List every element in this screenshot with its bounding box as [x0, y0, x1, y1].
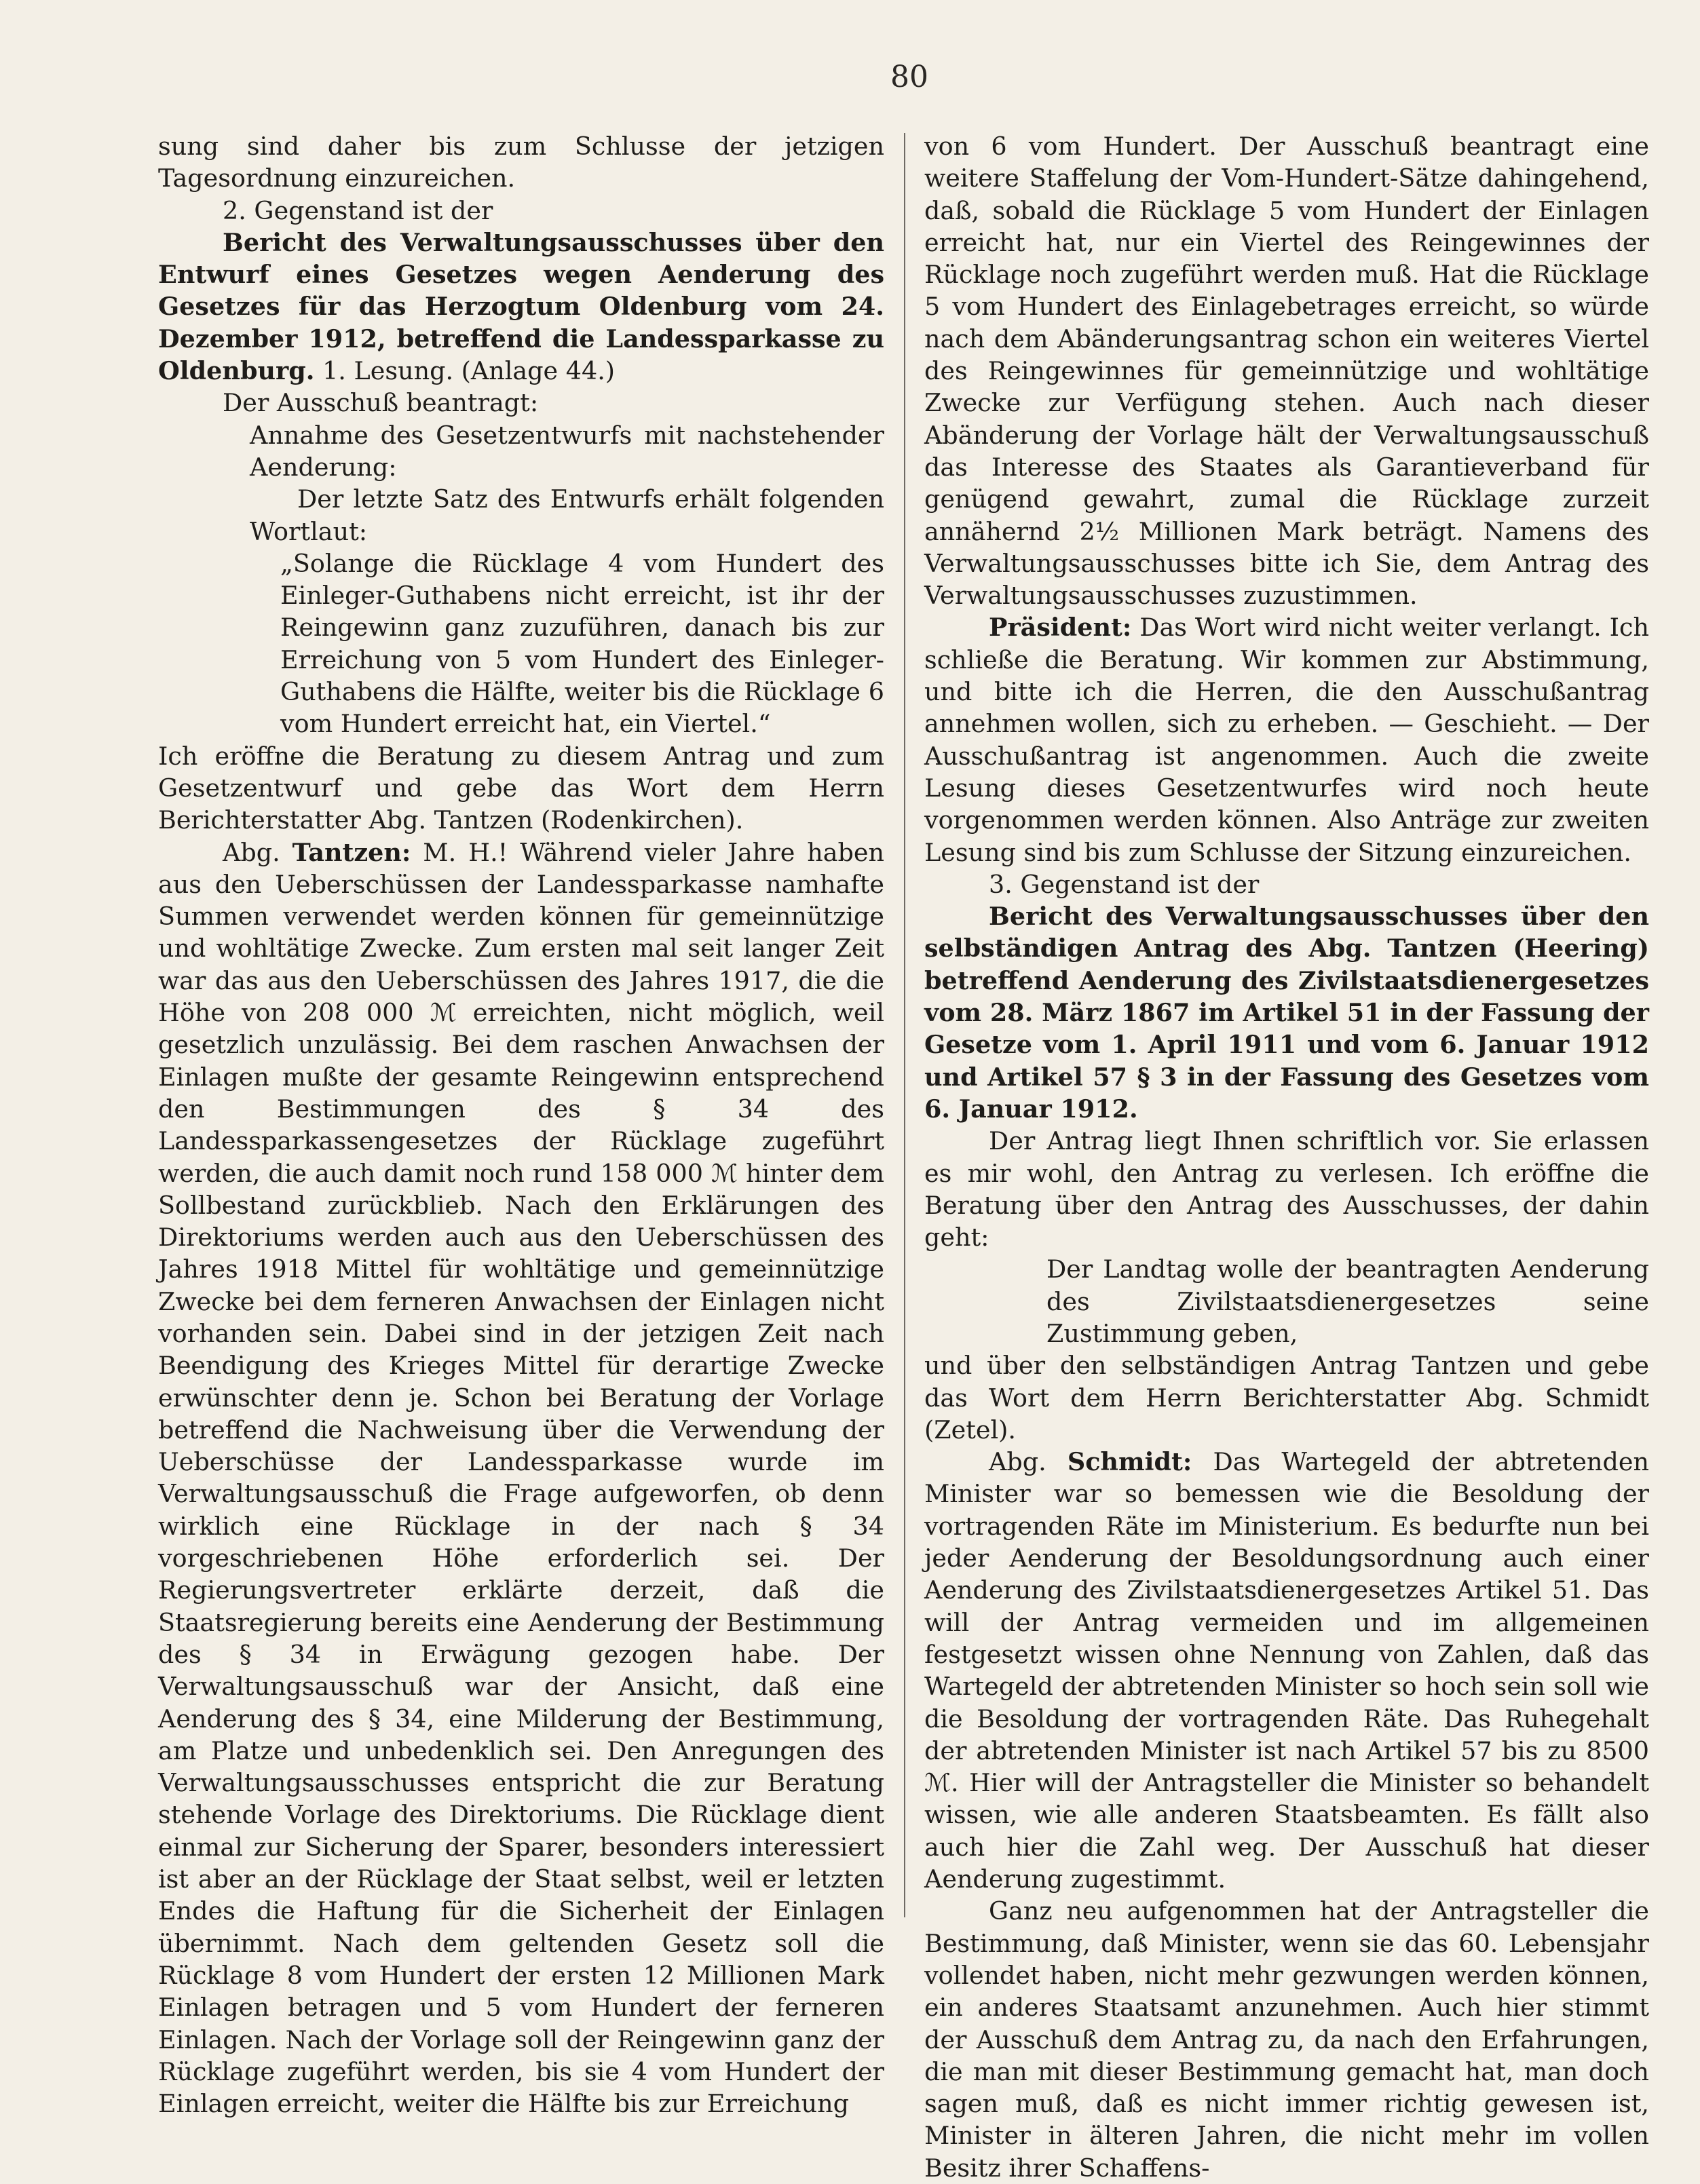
motion-text: Der letzte Satz des Entwurfs erhält folgenden Wortlaut: [250, 484, 884, 546]
speaker-name: Schmidt: [1067, 1447, 1192, 1477]
agenda-item-label: 3. Gegenstand ist der [989, 869, 1260, 899]
left-column [158, 130, 884, 2120]
motion-text: Der Landtag wolle der beantragten Aenderung des Zivilstaatsdienergesetzes seine Zustimmung geben, [1046, 1254, 1649, 1348]
motion-text: Annahme des Gesetzentwurfs mit nachstehender Aenderung: [250, 420, 884, 482]
heading-reading-note: 1. Lesung. (Anlage 44.) [314, 356, 616, 386]
speaker-name: Präsident: [989, 613, 1132, 643]
paragraph: Ganz neu aufgenommen hat der Antragsteller die Bestimmung, daß Minister, wenn sie das 60. Lebensjahr vollendet haben, nicht mehr gezwungen werden können, ein anderes Staatsamt anzunehmen. Auch hier stimmt der Ausschuß dem Antrag zu, da nach den Erfahrungen, die man mit dieser Bestimmung gemacht hat, man doch sagen muß, daß es nicht immer richtig gewesen ist, Minister in älteren Jahren, die nicht mehr im vollen Besitz ihrer Schaffens- [924, 1896, 1649, 2183]
paragraph: Der Ausschuß beantragt: [223, 388, 539, 418]
paragraph: Der Antrag liegt Ihnen schriftlich vor. Sie erlassen es mir wohl, den Antrag zu verlesen. Ich eröffne die Beratung über den Antrag des Ausschusses, der dahin geht: [924, 1126, 1649, 1252]
agenda-item-heading: Bericht des Verwaltungsausschusses über den selbständigen Antrag des Abg. Tantzen (Heering) betreffend Aenderung des Zivilstaatsdienergesetzes vom 28. März 1867 im Artikel 51 in der Fassung der Gesetze vom 1. April 1911 und vom 6. Januar 1912 und Artikel 57 § 3 in der Fassung des Gesetzes vom 6. Januar 1912. [924, 902, 1649, 1124]
paragraph: von 6 vom Hundert. Der Ausschuß beantragt eine weitere Staffelung der Vom-Hundert-Sätze dahingehend, daß, sobald die Rücklage 5 vom Hundert der Einlagen erreicht hat, nur ein Viertel des Reingewinnes der Rücklage noch zugeführt werden muß. Hat die Rücklage 5 vom Hundert des Einlagebetrages erreicht, so würde nach dem Abänderungsantrag schon ein weiteres Viertel des Reingewinnes für gemeinnützige und wohltätige Zwecke zur Verfügung stehen. Auch nach dieser Abänderung der Vorlage hält der Verwaltungsausschuß das Interesse des Staates als Garantieverband für genügend gewahrt, zumal die Rücklage zurzeit annähernd 2½ Millionen Mark beträgt. Namens des Verwaltungsausschusses bitte ich Sie, dem Antrag des Verwaltungsausschusses zuzustimmen. [924, 132, 1649, 611]
speech-paragraph [158, 837, 884, 2120]
heading-bold-text: Bericht des Verwaltungsausschusses über den Entwurf eines Gesetzes wegen Aenderung des Gesetzes für das Herzogtum Oldenburg vom 24. Dezember 1912, betreffend die Landessparkasse zu Oldenburg. [158, 227, 884, 386]
speech-paragraph [924, 611, 1649, 868]
speech-text: Das Wartegeld der abtretenden Minister war so bemessen wie die Besoldung der vortragenden Räte im Ministerium. Es bedurfte nun bei jeder Aenderung der Besoldungsordnung auch einer Aenderung des Zivilstaatsdienergesetzes Artikel 51. Das will der Antrag vermeiden und im allgemeinen festgesetzt wissen ohne Nennung von Zahlen, daß das Wartegeld der abtretenden Minister so hoch sein soll wie die Besoldung der vortragenden Räte. Das Ruhegehalt der abtretenden Minister ist nach Artikel 57 bis zu 8500 ℳ. Hier will der Antragsteller die Minister so behandelt wissen, wie alle anderen Staatsbeamten. Es fällt also auch hier die Zahl weg. Der Ausschuß hat dieser Aenderung zugestimmt. [924, 1447, 1649, 1894]
right-column [924, 130, 1649, 2184]
page-number: 80 [890, 60, 928, 94]
column-divider [904, 133, 905, 1917]
speech-paragraph [924, 1446, 1649, 1895]
speaker-prefix: Abg. [223, 837, 292, 867]
speaker-name: Tantzen: [292, 837, 411, 867]
speech-text: Das Wort wird nicht weiter verlangt. Ich schließe die Beratung. Wir kommen zur Abstimmung, und bitte ich die Herren, die den Ausschußantrag annehmen wollen, sich zu erheben. — Geschieht. — Der Ausschußantrag ist angenommen. Auch die zweite Lesung dieses Gesetzentwurfes wird noch heute vorgenommen werden können. Also Anträge zur zweiten Lesung sind bis zum Schlusse der Sitzung einzureichen. [924, 613, 1649, 867]
paragraph: und über den selbständigen Antrag Tantzen und gebe das Wort dem Herrn Berichterstatter Abg. Schmidt (Zetel). [924, 1351, 1649, 1444]
paragraph: sung sind daher bis zum Schlusse der jetzigen Tagesordnung einzureichen. [158, 132, 884, 193]
paragraph: Ich eröffne die Beratung zu diesem Antrag und zum Gesetzentwurf und gebe das Wort dem Herrn Berichterstatter Abg. Tantzen (Rodenkirchen). [158, 741, 884, 835]
speech-text: M. H.! Während vieler Jahre haben aus den Ueberschüssen der Landessparkasse namhafte Summen verwendet werden können für gemeinnützige und wohltätige Zwecke. Zum ersten mal seit langer Zeit war das aus den Ueberschüssen des Jahres 1917, die die Höhe von 208 000 ℳ erreichten, nicht möglich, weil gesetzlich unzulässig. Bei dem raschen Anwachsen der Einlagen mußte der gesamte Reingewinn entsprechend den Bestimmungen des § 34 des Landessparkassengesetzes der Rücklage zugeführt werden, die auch damit noch rund 158 000 ℳ hinter dem Sollbestand zurückblieb. Nach den Erklärungen des Direktoriums werden auch aus den Ueberschüssen des Jahres 1918 Mittel für wohltätige und gemeinnützige Zwecke bei dem ferneren Anwachsen der Einlagen nicht vorhanden sein. Dabei sind in der jetzigen Zeit nach Beendigung des Krieges Mittel für derartige Zwecke erwünschter denn je. Schon bei Beratung der Vorlage betreffend die Nachweisung über die Verwendung der Ueberschüsse der Landessparkasse wurde im Verwaltungsausschuß die Frage aufgeworfen, ob denn wirklich eine Rücklage in der nach § 34 vorgeschriebenen Höhe erforderlich sei. Der Regierungsvertreter erklärte derzeit, daß die Staatsregierung bereits eine Aenderung der Bestimmung des § 34 in Erwägung gezogen habe. Der Verwaltungsausschuß war der Ansicht, daß eine Aenderung des § 34, eine Milderung der Bestimmung, am Platze und unbedenklich sei. Den Anregungen des Verwaltungsausschusses entspricht die zur Beratung stehende Vorlage des Direktoriums. Die Rücklage dient einmal zur Sicherung der Sparer, besonders interessiert ist aber an der Rücklage der Staat selbst, weil er letzten Endes die Haftung für die Sicherheit der Einlagen übernimmt. Nach dem geltenden Gesetz soll die Rücklage 8 vom Hundert der ersten 12 Millionen Mark Einlagen betragen und 5 vom Hundert der ferneren Einlagen. Nach der Vorlage soll der Reingewinn ganz der Rücklage zugeführt werden, bis sie 4 vom Hundert der Einlagen erreicht, weiter die Hälfte bis zur Erreichung [158, 837, 885, 2119]
speaker-prefix: Abg. [989, 1447, 1068, 1477]
agenda-item-heading [158, 227, 884, 387]
agenda-item-label: 2. Gegenstand ist der [223, 195, 493, 225]
quoted-wording: „Solange die Rücklage 4 vom Hundert des Einleger-Guthabens nicht erreicht, ist ihr der Reingewinn ganz zuzuführen, danach bis zur Erreichung von 5 vom Hundert des Einleger-Guthabens die Hälfte, weiter bis die Rücklage 6 vom Hundert erreicht hat, ein Viertel.“ [280, 548, 884, 739]
